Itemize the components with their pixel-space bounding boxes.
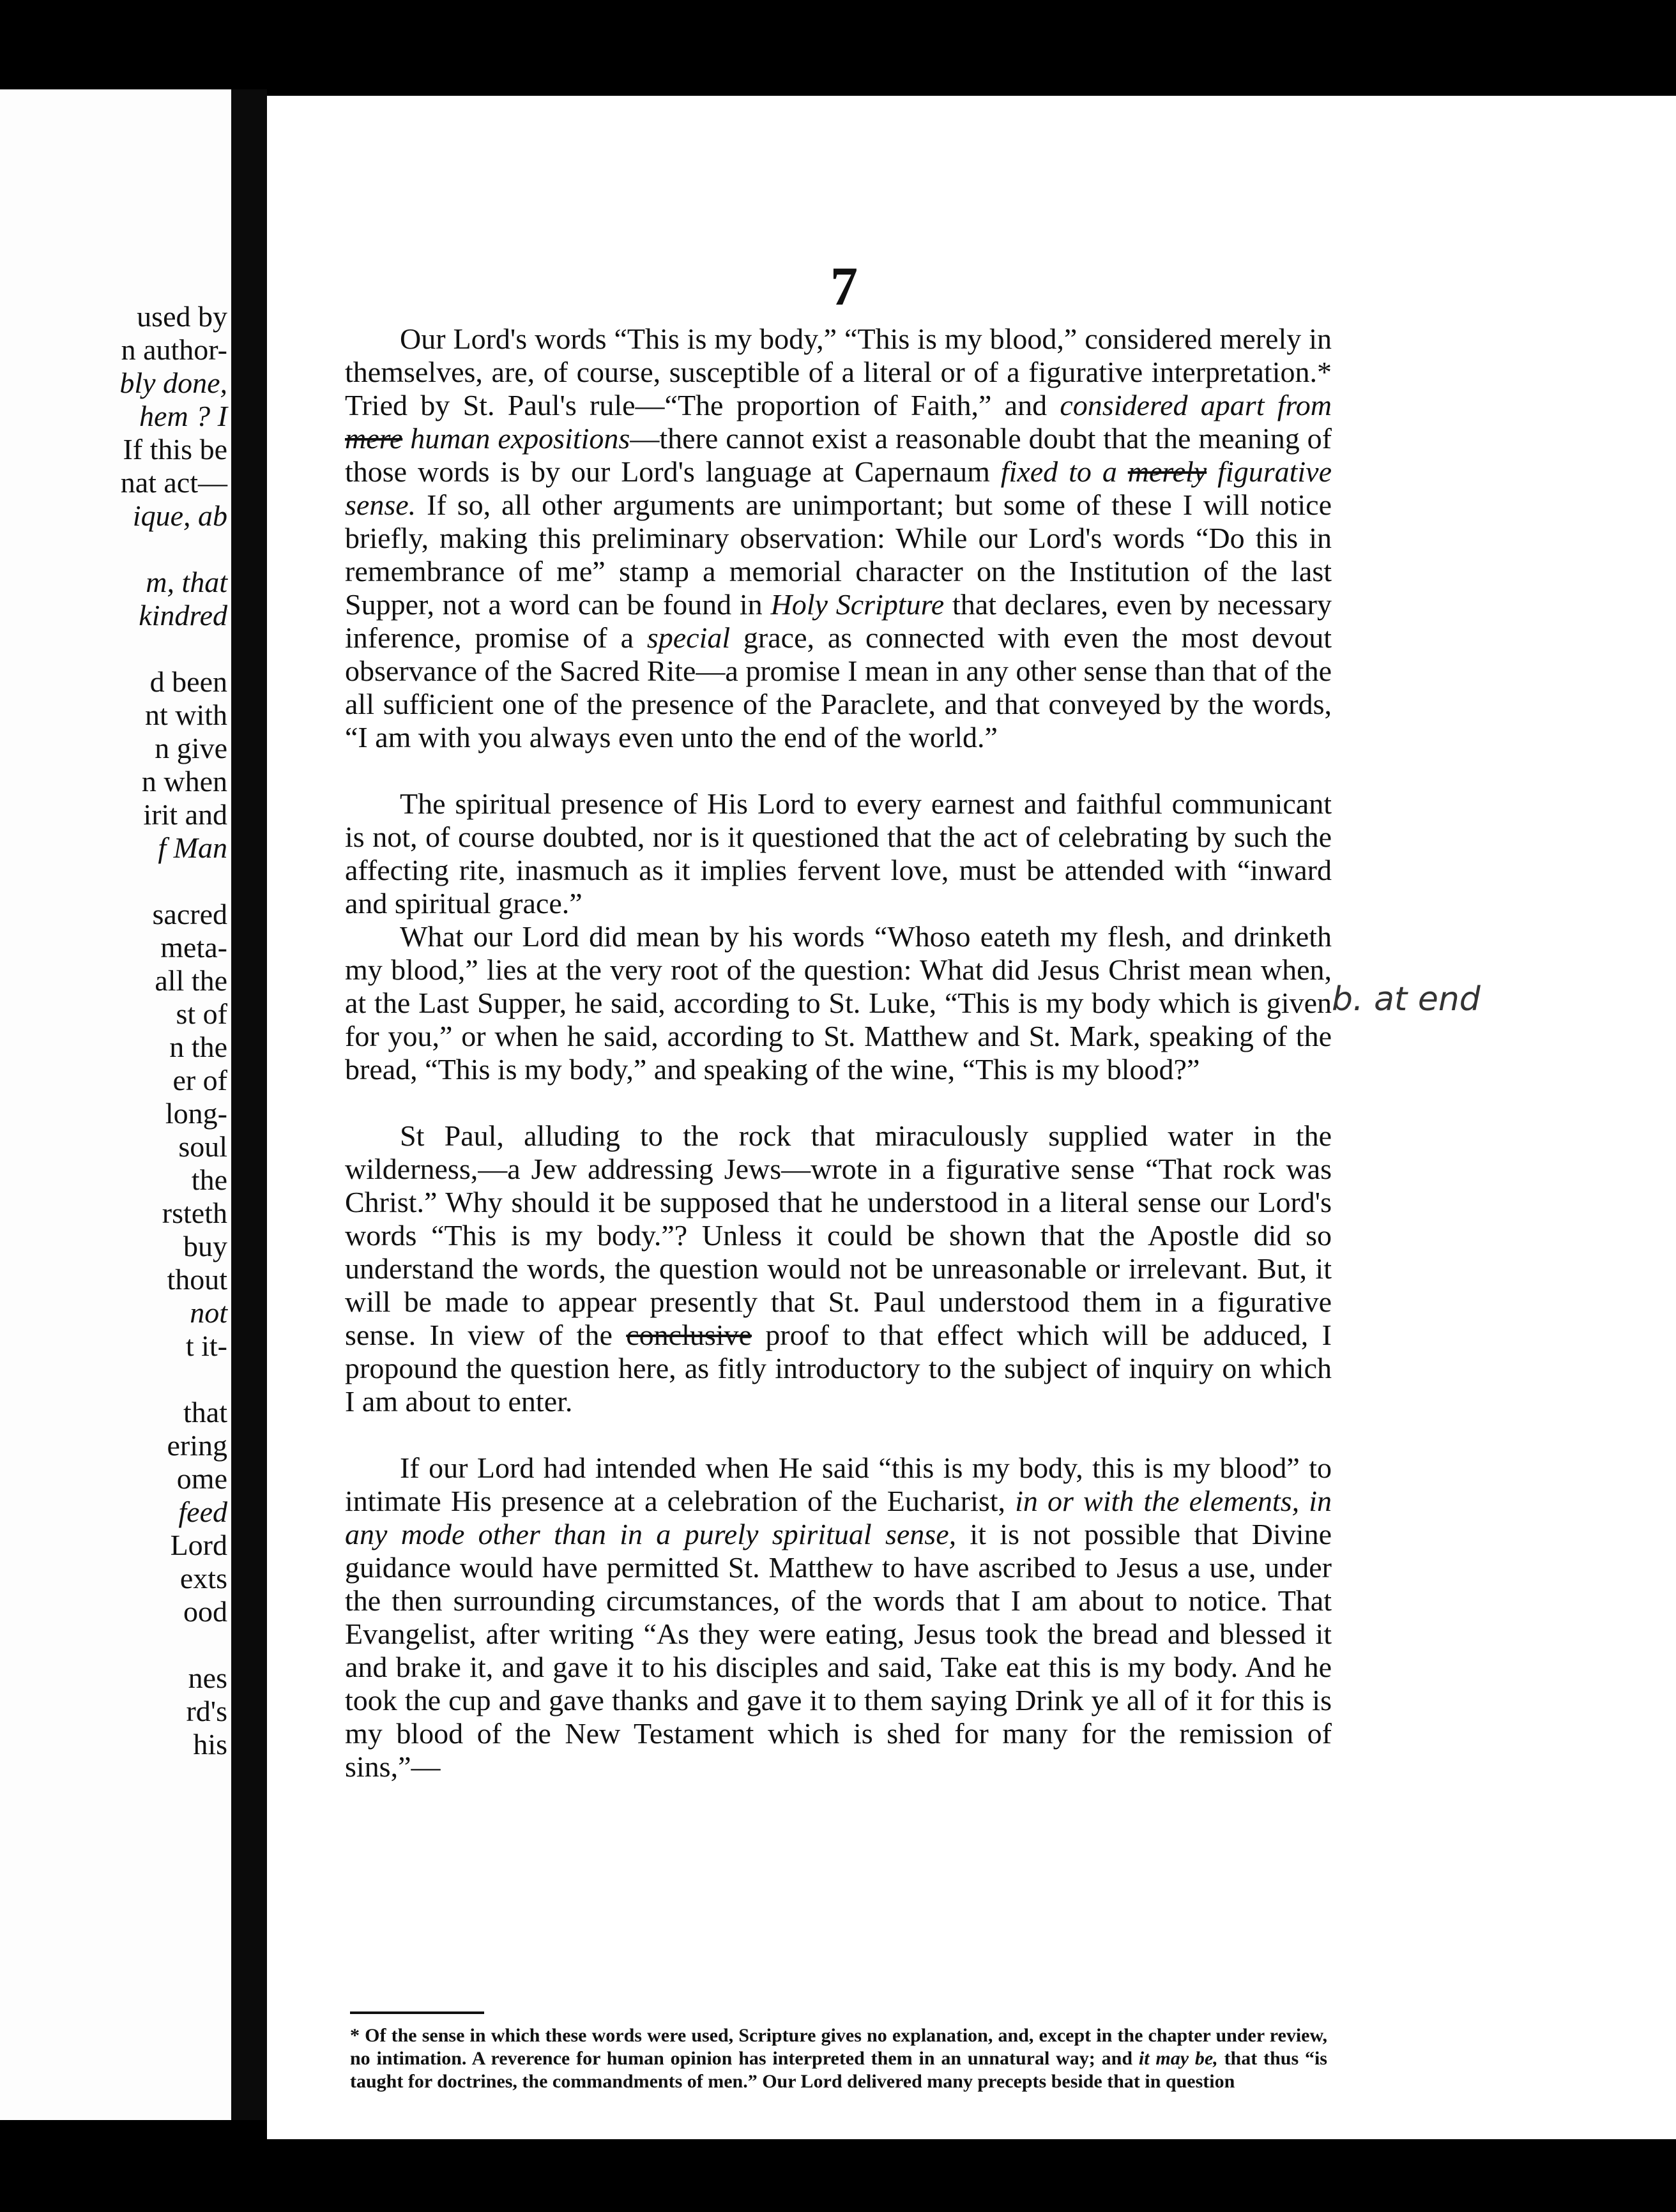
footnote-rule: [350, 2011, 484, 2014]
italic-run: human expositions: [402, 422, 630, 455]
text-run: Our Lord's words “This is my body,” “This is my blood,” considered merely in themselves, are, of course, susceptible of a literal or of a figurative interpretation.* Tried by St. Paul's rule—“The proportion of Faith,” and: [345, 322, 1332, 421]
text-run: that thus “is taught for doctrines, the commandments of men.” Our Lord delivered many precepts beside that in question: [350, 2048, 1327, 2092]
left-page-text-fragment: sacred: [152, 898, 227, 930]
left-page-text-fragment: d been: [149, 665, 227, 698]
left-page-text-fragment: feed: [178, 1496, 227, 1528]
italic-run: it may be,: [1138, 2048, 1218, 2069]
italic-run: fixed to a: [1000, 455, 1128, 488]
left-page-text-fragment: rsteth: [162, 1197, 227, 1229]
body-text: [345, 322, 1332, 1784]
left-page-text-fragment: If this be: [123, 433, 227, 466]
paragraph-4: [345, 1119, 1332, 1418]
italic-run: figurative sense.: [345, 455, 1332, 521]
left-page-text-fragment: nat act—: [120, 466, 227, 499]
left-page-fragment: [0, 89, 231, 2120]
left-page-text-fragment: not: [190, 1296, 227, 1329]
left-page-text-fragment: t it-: [185, 1329, 227, 1362]
struck-word: mere: [345, 422, 403, 455]
left-page-text-fragment: Lord: [170, 1529, 227, 1561]
left-page-text-fragment: ood: [183, 1595, 227, 1628]
left-page-text-fragment: nes: [188, 1662, 227, 1694]
text-run: grace, as connected with even the most devout observance of the Sacred Rite—a promise I mean in any other sense than that of the all sufficient one of the presence of the Paraclete, and that conveyed by the words, “I am with you always even unto the end of the world.”: [345, 621, 1332, 754]
left-page-text-fragment: ering: [167, 1429, 227, 1462]
left-page-text-fragment: his: [193, 1728, 227, 1761]
left-page-text-fragment: kindred: [139, 599, 227, 632]
text-run: —there cannot exist a reasonable doubt that the meaning of those words is by our Lord's language at Capernaum: [345, 422, 1332, 488]
italic-run: special: [646, 621, 731, 654]
left-page-text-fragment: soul: [178, 1130, 227, 1163]
italic-run: considered apart from: [1060, 389, 1332, 421]
left-page-text-fragment: n the: [169, 1031, 227, 1063]
left-page-text-fragment: nt with: [144, 699, 227, 731]
left-page-text-fragment: rd's: [186, 1695, 227, 1727]
left-page-text-fragment: n author-: [121, 333, 227, 366]
text-run: * Of the sense in which these words were used, Scripture gives no explanation, and, except in the chapter under review, no intimation. A reverence for human opinion has interpreted them in an unnatural way; and: [350, 2025, 1327, 2069]
left-page-text-fragment: n when: [141, 765, 227, 798]
text-run: proof to that effect which will be adduced, I propound the question here, as fitly introductory to the subject of inquiry on which I am about to enter.: [345, 1319, 1332, 1418]
footnote: [350, 2024, 1327, 2093]
italic-run: Holy Scripture: [770, 588, 945, 621]
paragraph-5: [345, 1451, 1332, 1784]
left-page-text-fragment: all the: [155, 964, 227, 997]
struck-word: merely: [1127, 455, 1207, 488]
left-page-text-fragment: st of: [176, 997, 227, 1030]
text-run: that declares, even by necessary inference, promise of a: [345, 588, 1332, 654]
left-page-text-fragment: thout: [167, 1263, 227, 1296]
left-page-text-fragment: the: [191, 1163, 227, 1196]
left-page-text-fragment: ome: [176, 1462, 227, 1495]
struck-word: conclusive: [626, 1319, 752, 1351]
left-page-text-fragment: m, that: [146, 566, 227, 598]
left-page-text-fragment: er of: [172, 1064, 227, 1096]
left-page-text-fragment: that: [183, 1396, 227, 1428]
paragraph-1: [345, 322, 1332, 754]
left-page-text-fragment: used by: [137, 300, 227, 333]
paragraph-2: The spiritual presence of His Lord to every earnest and faithful communicant is not, of course doubted, nor is it questioned that the act of celebrating by such the affecting rite, inasmuch as it implies fervent love, must be attended with “inward and spiritual grace.”: [345, 787, 1332, 920]
italic-run: in or with the elements, in any mode other than in a purely spiritual sense,: [345, 1485, 1332, 1550]
book-gutter: [231, 89, 267, 2120]
left-page-text-fragment: bly done,: [119, 367, 227, 399]
text-run: it is not possible that Divine guidance would have permitted St. Matthew to have ascribed to Jesus a use, under the then surrounding circumstances, of the words that I am about to notice. That Evangelist, after writing “As they were eating, Jesus took the bread and blessed it and brake it, and gave it to his disciples and said, Take eat this is my body. And he took the cup and gave thanks and gave it to them saying Drink ye all of it for this is my blood of the New Testament which is shed for many for the remission of sins,”—: [345, 1518, 1332, 1783]
left-page-text-fragment: buy: [183, 1230, 227, 1262]
left-page-text-fragment: hem ? I: [139, 400, 227, 432]
left-page-text-fragment: long-: [165, 1097, 227, 1130]
left-page-text-fragment: irit and: [143, 798, 227, 831]
text-run: If our Lord had intended when He said “this is my body, this is my blood” to intimate His presence at a celebration of the Eucharist,: [345, 1451, 1332, 1517]
left-page-text-fragment: ique, ab: [132, 499, 227, 532]
page-number: 7: [830, 255, 858, 317]
text-run: If so, all other arguments are unimportant; but some of these I will notice briefly, making this preliminary observation: While our Lord's words “Do this in remembrance of me” stamp a memorial character on the Institution of the last Supper, not a word can be found in: [345, 489, 1332, 621]
handwritten-margin-note: b. at end: [1332, 980, 1481, 1019]
left-page-text-fragment: exts: [179, 1562, 227, 1595]
paragraph-3: What our Lord did mean by his words “Whoso eateth my flesh, and drinketh my blood,” lies at the very root of the question: What did Jesus Christ mean when, at the Last Supper, he said, according to St. Luke, “This is my body which is given for you,” or when he said, according to St. Matthew and St. Mark, speaking of the bread, “This is my body,” and speaking of the wine, “This is my blood?”: [345, 920, 1332, 1086]
left-page-text-fragment: meta-: [160, 931, 227, 964]
left-page-text-fragment: n give: [155, 732, 227, 764]
text-run: St Paul, alluding to the rock that miraculously supplied water in the wilderness,—a Jew addressing Jews—wrote in a figurative sense “That rock was Christ.” Why should it be supposed that he understood in a literal sense our Lord's words “This is my body.”? Unless it could be shown that the Apostle did so understand the words, the question would not be unreasonable or irrelevant. But, it will be made to appear presently that St. Paul understood them in a figurative sense. In view of the: [345, 1119, 1332, 1351]
left-page-text-fragment: f Man: [158, 831, 227, 864]
